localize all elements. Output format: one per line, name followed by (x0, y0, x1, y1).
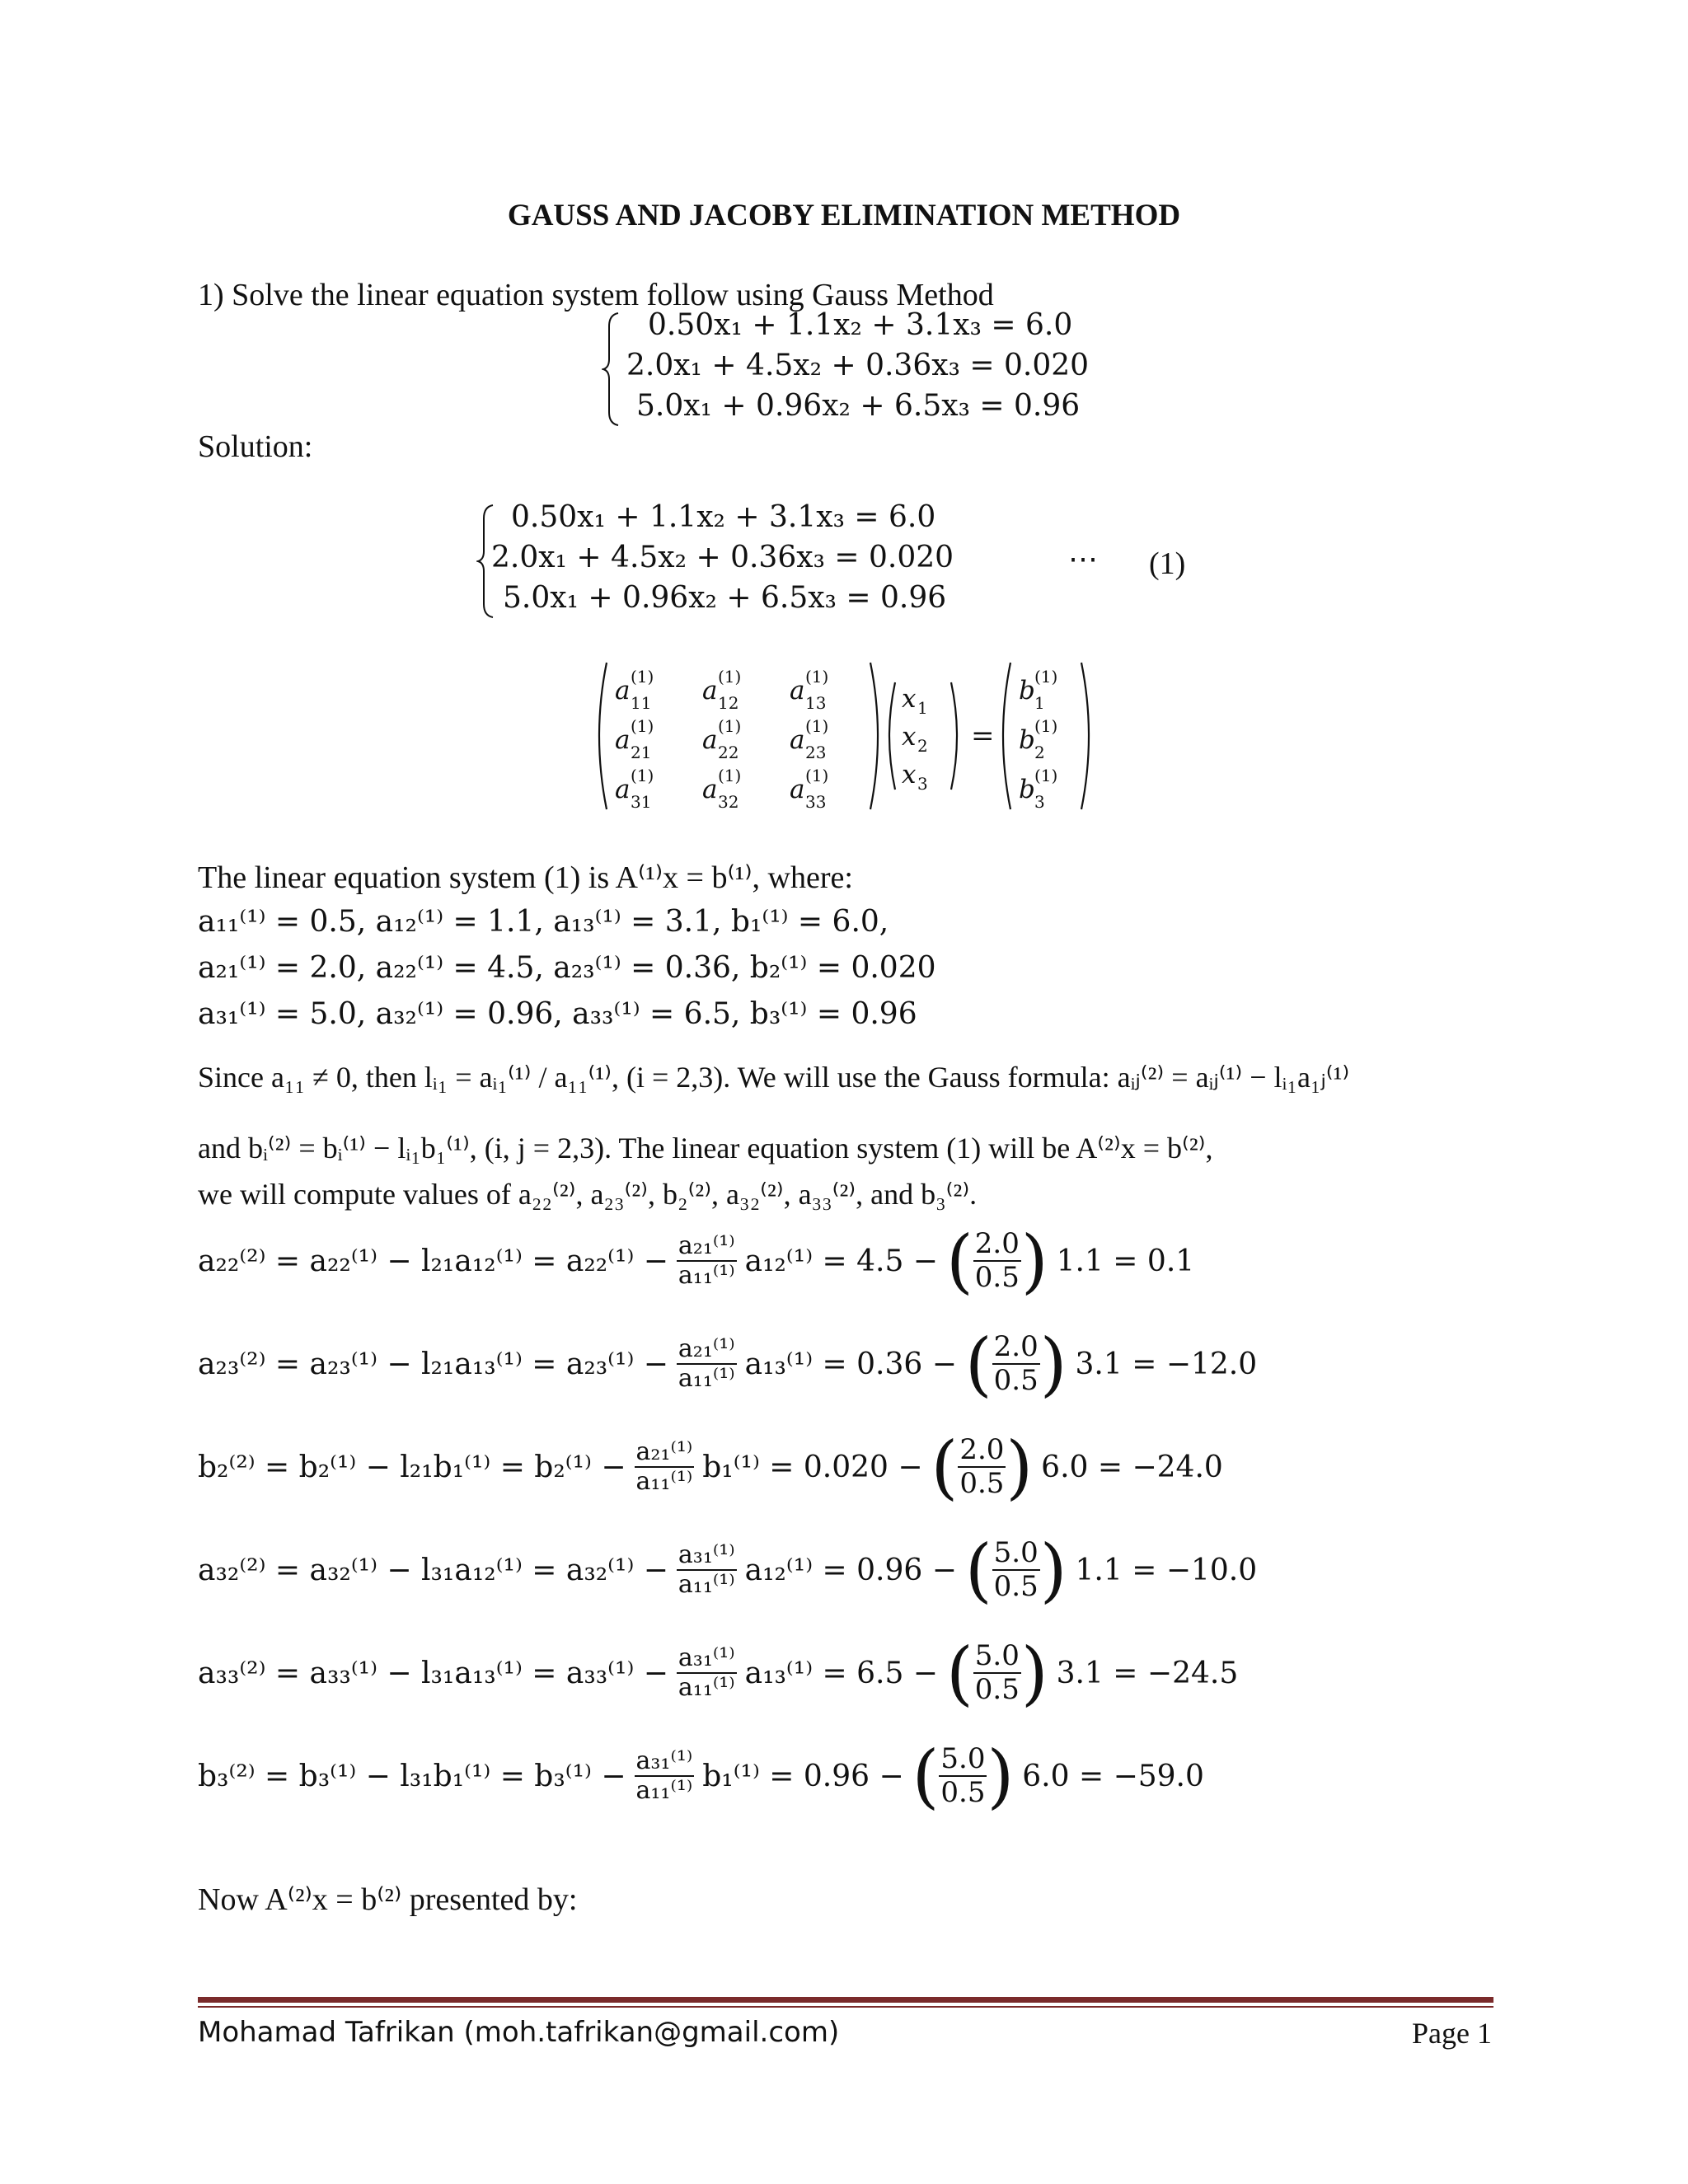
svg-text:=: = (971, 719, 995, 752)
fraction (635, 1747, 695, 1806)
fraction-numerator: a₂₁⁽¹⁾ (677, 1232, 737, 1263)
problem-system (602, 308, 1090, 432)
system-brace (602, 312, 620, 427)
fraction-denominator: a₁₁⁽¹⁾ (678, 1570, 735, 1599)
footer-rule-thin (198, 2006, 1493, 2008)
computation-result: 3.1 = −24.5 (1056, 1656, 1239, 1690)
fraction (973, 1640, 1021, 1706)
fraction-numerator: 2.0 (992, 1331, 1040, 1365)
matrix-equation (590, 658, 1101, 814)
left-paren: ( (912, 1736, 940, 1816)
left-paren: ( (945, 1633, 973, 1713)
fraction (958, 1434, 1006, 1500)
computation-row (198, 1319, 1257, 1409)
equation-1: 0.50x₁ + 1.1x₂ + 3.1x₃ = 6.0 (648, 308, 1073, 342)
compute-intro: we will compute values of a₂₂⁽²⁾, a₂₃⁽²⁾, b₂⁽²⁾, a₃₂⁽²⁾, a₃₃⁽²⁾, and b₃⁽²⁾. (198, 1178, 978, 1211)
footer-page: Page 1 (1412, 2017, 1492, 2050)
computation-row (198, 1628, 1238, 1718)
fraction-numerator: a₃₁⁽¹⁾ (635, 1747, 695, 1778)
equation-2: 2.0x₁ + 4.5x₂ + 0.36x₃ = 0.020 (626, 349, 1090, 382)
fraction-numerator: a₂₁⁽¹⁾ (635, 1438, 695, 1469)
computation-result: 6.0 = −59.0 (1022, 1759, 1204, 1793)
closing-line: Now A⁽²⁾x = b⁽²⁾ presented by: (198, 1882, 578, 1917)
right-paren: ) (1039, 1324, 1067, 1404)
solution-label: Solution: (198, 429, 313, 464)
fraction (939, 1743, 987, 1809)
computation-result: 6.0 = −24.0 (1041, 1450, 1223, 1484)
computation-left: a₂₃⁽²⁾ = a₂₃⁽¹⁾ − l₂₁a₁₃⁽¹⁾ = a₂₃⁽¹⁾ − (198, 1347, 668, 1381)
right-paren: ) (987, 1736, 1015, 1816)
matrix-equation-figure (590, 658, 1101, 814)
fraction-numerator: 2.0 (958, 1434, 1006, 1468)
fraction-denominator: 0.5 (974, 1673, 1020, 1706)
fraction-denominator: 0.5 (959, 1467, 1005, 1500)
fraction (635, 1438, 695, 1497)
computation-mid: b₁⁽¹⁾ = 0.96 − (702, 1759, 904, 1793)
svg-text:aaa aaa aaa: a a a a a a a a a x x x b b b (615, 676, 1035, 804)
equation-3: 5.0x₁ + 0.96x₂ + 6.5x₃ = 0.96 (636, 389, 1081, 423)
text-line-1: The linear equation system (1) is A⁽¹⁾x = b⁽¹⁾, where: (198, 860, 853, 895)
equation-3: 5.0x₁ + 0.96x₂ + 6.5x₃ = 0.96 (503, 581, 947, 615)
right-paren: ) (1020, 1633, 1048, 1713)
gauss-formula-line: Since a₁₁ ≠ 0, then lᵢ₁ = aᵢ₁⁽¹⁾ / a₁₁⁽¹⁾, (i = 2,3). We will use the Gauss formula: aᵢⱼ⁽²⁾ = aᵢⱼ⁽¹⁾ − lᵢ₁a₁ⱼ⁽¹⁾ (198, 1061, 1350, 1094)
computation-left: b₃⁽²⁾ = b₃⁽¹⁾ − l₃₁b₁⁽¹⁾ = b₃⁽¹⁾ − (198, 1759, 626, 1793)
right-paren: ) (1020, 1221, 1048, 1301)
coefficient-row-2: a₂₁⁽¹⁾ = 2.0, a₂₂⁽¹⁾ = 4.5, a₂₃⁽¹⁾ = 0.36, b₂⁽¹⁾ = 0.020 (198, 951, 936, 985)
fraction-denominator: a₁₁⁽¹⁾ (635, 1467, 693, 1496)
fraction-denominator: 0.5 (993, 1364, 1039, 1397)
fraction-denominator: a₁₁⁽¹⁾ (678, 1673, 735, 1702)
fraction (677, 1541, 737, 1600)
footer-author: Mohamad Tafrikan (moh.tafrikan@gmail.com) (198, 2016, 840, 2049)
computation-result: 1.1 = −10.0 (1075, 1553, 1258, 1587)
fraction-numerator: a₃₁⁽¹⁾ (677, 1541, 737, 1572)
ellipsis: ⋯ (1068, 542, 1098, 576)
svg-text:(1)(1)(1) (1)(1)(1): (1) (1) (1) (1) (1) (1) (1) (1) (1) (1) (1) (1) 11 12 13 21 22 23 31 32 33 1 2 3 1 2 3 (631, 667, 1058, 812)
left-paren: ( (931, 1427, 959, 1507)
fraction-numerator: 5.0 (939, 1743, 987, 1777)
computation-result: 1.1 = 0.1 (1056, 1244, 1195, 1278)
fraction (677, 1644, 737, 1703)
computation-mid: a₁₃⁽¹⁾ = 6.5 − (744, 1656, 938, 1690)
computation-row (198, 1731, 1204, 1821)
footer-rule (198, 1997, 1493, 2003)
left-paren: ( (964, 1324, 992, 1404)
computation-result: 3.1 = −12.0 (1075, 1347, 1258, 1381)
problem-text: 1) Solve the linear equation system follow using Gauss Method (198, 278, 994, 312)
fraction-denominator: 0.5 (974, 1261, 1020, 1294)
fraction (677, 1335, 737, 1394)
computation-left: a₃₂⁽²⁾ = a₃₂⁽¹⁾ − l₃₁a₁₂⁽¹⁾ = a₃₂⁽¹⁾ − (198, 1553, 668, 1587)
computation-row (198, 1525, 1257, 1615)
paren-fraction (912, 1736, 1015, 1816)
fraction (992, 1537, 1040, 1603)
paren-fraction (964, 1324, 1067, 1404)
computation-mid: a₁₂⁽¹⁾ = 4.5 − (744, 1244, 938, 1278)
coefficient-row-1: a₁₁⁽¹⁾ = 0.5, a₁₂⁽¹⁾ = 1.1, a₁₃⁽¹⁾ = 3.1, b₁⁽¹⁾ = 6.0, (198, 905, 889, 939)
right-paren: ) (1039, 1530, 1067, 1610)
page-title: GAUSS AND JACOBY ELIMINATION METHOD (507, 199, 1181, 232)
coefficient-row-3: a₃₁⁽¹⁾ = 5.0, a₃₂⁽¹⁾ = 0.96, a₃₃⁽¹⁾ = 6.5, b₃⁽¹⁾ = 0.96 (198, 997, 917, 1031)
fraction-numerator: 5.0 (992, 1537, 1040, 1571)
fraction-numerator: 5.0 (973, 1640, 1021, 1674)
computation-row (198, 1216, 1194, 1306)
fraction-numerator: a₂₁⁽¹⁾ (677, 1335, 737, 1366)
fraction-numerator: a₃₁⁽¹⁾ (677, 1644, 737, 1675)
computation-left: a₂₂⁽²⁾ = a₂₂⁽¹⁾ − l₂₁a₁₂⁽¹⁾ = a₂₂⁽¹⁾ − (198, 1244, 668, 1278)
fraction (992, 1331, 1040, 1397)
right-paren: ) (1006, 1427, 1034, 1507)
fraction (973, 1228, 1021, 1294)
computation-mid: b₁⁽¹⁾ = 0.020 − (702, 1450, 923, 1484)
fraction-denominator: a₁₁⁽¹⁾ (678, 1364, 735, 1393)
gauss-formula-line-2: and bᵢ⁽²⁾ = bᵢ⁽¹⁾ − lᵢ₁b₁⁽¹⁾, (i, j = 2,3). The linear equation system (1) will be A⁽²⁾x = b⁽²⁾, (198, 1132, 1213, 1165)
computation-left: b₂⁽²⁾ = b₂⁽¹⁾ − l₂₁b₁⁽¹⁾ = b₂⁽¹⁾ − (198, 1450, 626, 1484)
paren-fraction (945, 1633, 1048, 1713)
paren-fraction (964, 1530, 1067, 1610)
equation-2: 2.0x₁ + 4.5x₂ + 0.36x₃ = 0.020 (491, 541, 954, 574)
computation-row (198, 1422, 1223, 1512)
left-paren: ( (964, 1530, 992, 1610)
equation-1: 0.50x₁ + 1.1x₂ + 3.1x₃ = 6.0 (511, 500, 936, 534)
numbered-system (476, 500, 954, 624)
computation-left: a₃₃⁽²⁾ = a₃₃⁽¹⁾ − l₃₁a₁₃⁽¹⁾ = a₃₃⁽¹⁾ − (198, 1656, 668, 1690)
paren-fraction (945, 1221, 1048, 1301)
fraction-denominator: a₁₁⁽¹⁾ (635, 1776, 693, 1805)
equation-number: (1) (1149, 546, 1186, 581)
left-paren: ( (945, 1221, 973, 1301)
fraction-numerator: 2.0 (973, 1228, 1021, 1262)
fraction-denominator: 0.5 (993, 1570, 1039, 1603)
fraction-denominator: a₁₁⁽¹⁾ (678, 1261, 735, 1290)
fraction-denominator: 0.5 (940, 1776, 986, 1809)
computation-mid: a₁₂⁽¹⁾ = 0.96 − (744, 1553, 957, 1587)
computation-mid: a₁₃⁽¹⁾ = 0.36 − (744, 1347, 957, 1381)
fraction (677, 1232, 737, 1291)
paren-fraction (931, 1427, 1034, 1507)
